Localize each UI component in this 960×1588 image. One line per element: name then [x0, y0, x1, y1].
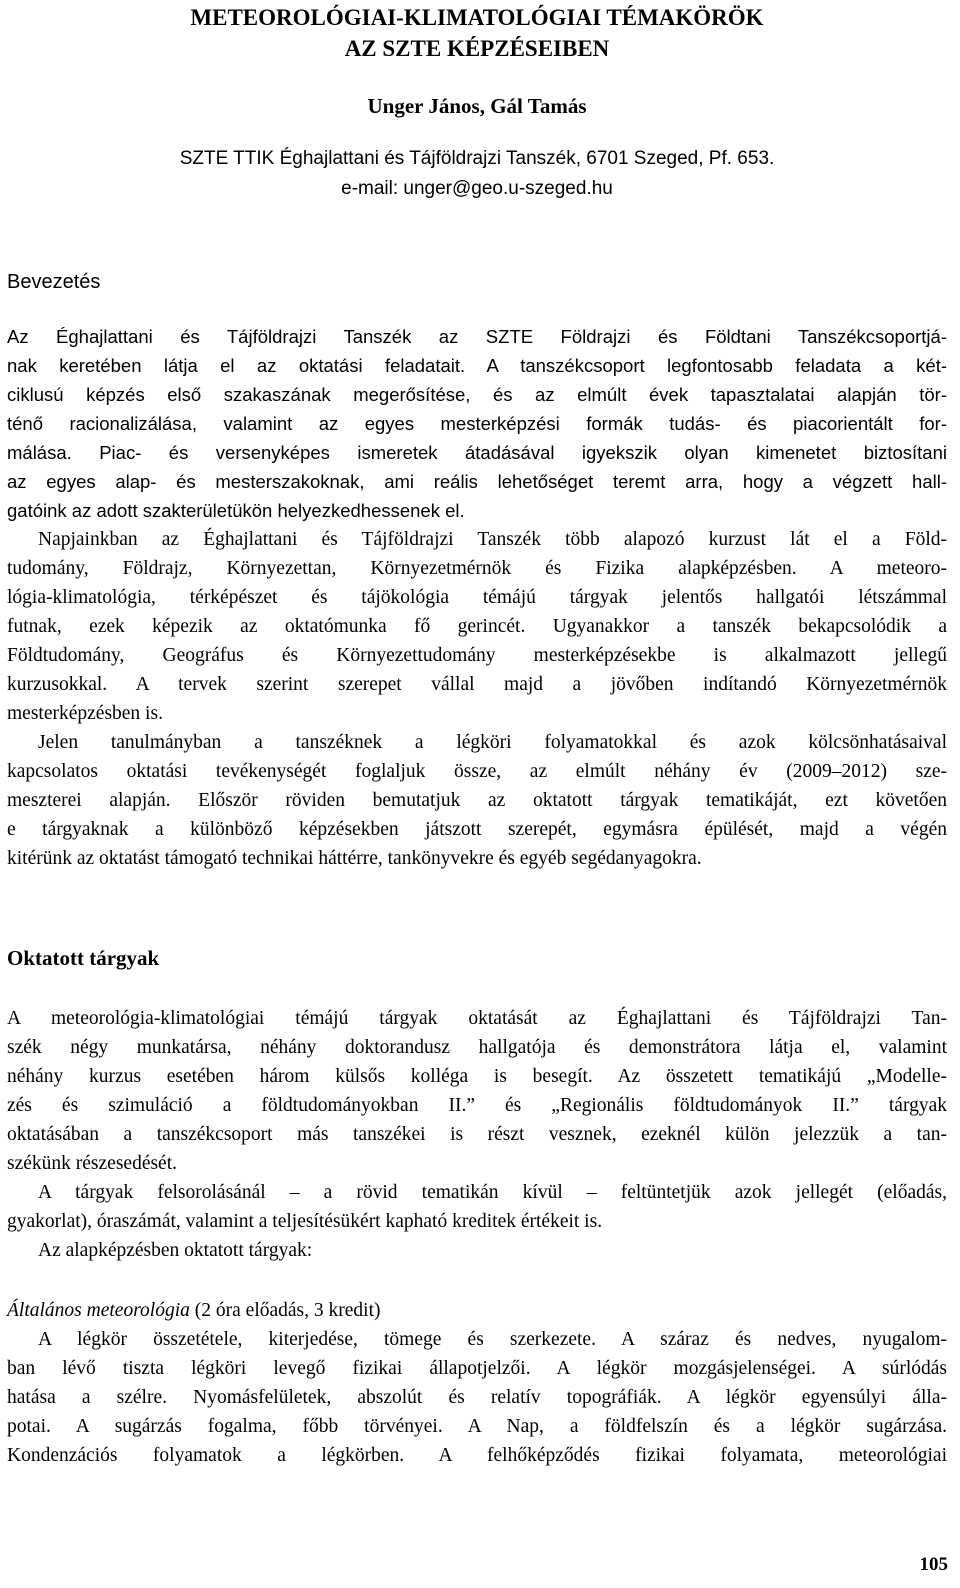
email: e-mail: unger@geo.u-szeged.hu: [341, 178, 613, 199]
text-line: nak keretében látja el az oktatási feladatait. A tanszékcsoport legfontosabb feladata a két-: [7, 355, 947, 376]
subjects-paragraph: [7, 1004, 947, 1265]
text-line: lógia-klimatológia, térképészet és tájökológia témájú tárgyak jelentős hallgatói létszámmal: [7, 587, 947, 608]
text-line: Az alapképzésben oktatott tárgyak:: [38, 1240, 313, 1261]
text-line: ban lévő tiszta légköri levegő fizikai állapotjelzői. A légkör mozgásjelenségei. A súrlódás: [7, 1358, 947, 1379]
text-line: A légkör összetétele, kiterjedése, tömege és szerkezete. A száraz és nedves, nyugalom-: [38, 1329, 947, 1350]
text-line: A meteorológia-klimatológiai témájú tárgyak oktatását az Éghajlattani és Tájföldrajzi Tan-: [7, 1008, 947, 1029]
subject-info: (2 óra előadás, 3 kredit): [189, 1300, 381, 1321]
section-heading-subjects: Oktatott tárgyak: [7, 946, 160, 970]
page-title-line-2: AZ SZTE KÉPZÉSEIBEN: [344, 36, 610, 61]
text-line: tudomány, Földrajz, Környezettan, Környezetmérnök és Fizika alapképzésben. A meteoro-: [7, 558, 947, 579]
text-line: e tárgyaknak a különböző képzésekben játszott szerepét, egymásra épülését, majd a végén: [7, 819, 947, 840]
text-line: hatása a szélre. Nyomásfelületek, abszolút és relatív topográfiák. A légkör egyensúlyi álla-: [7, 1387, 947, 1408]
text-line: kitérünk az oktatást támogató technikai háttérre, tankönyvekre és egyéb segédanyagokra.: [7, 848, 702, 869]
text-line: Az Éghajlattani és Tájföldrajzi Tanszék az SZTE Földrajzi és Földtani Tanszékcsoportjá-: [7, 326, 947, 347]
text-line: Jelen tanulmányban a tanszéknek a légköri folyamatokkal és azok kölcsönhatásaival: [38, 732, 947, 753]
text-line: A tárgyak felsorolásánál – a rövid tematikán kívül – feltüntetjük azok jellegét (előadás,: [38, 1182, 947, 1203]
text-line: kapcsolatos oktatási tevékenységét foglaljuk össze, az elmúlt néhány év (2009–2012) sze-: [7, 761, 947, 782]
text-line: kurzusokkal. A tervek szerint szerepet vállal majd a jövőben indítandó Környezetmérnök: [7, 674, 947, 695]
text-line: Napjainkban az Éghajlattani és Tájföldrajzi Tanszék több alapozó kurzust lát el a Föld-: [38, 529, 947, 550]
text-line: székünk részesedését.: [7, 1153, 178, 1174]
text-line: futnak, ezek képezik az oktatómunka fő gerincét. Ugyanakkor a tanszék bekapcsolódik a: [7, 616, 947, 637]
text-line: néhány kurzus esetében három külsős kolléga is besegít. Az összetett tematikájú „Modelle-: [7, 1066, 947, 1087]
text-line: ciklusú képzés első szakaszának megerősítése, és az elmúlt évek tapasztalatai alapján tör-: [7, 384, 947, 405]
subject-title: Általános meteorológia: [7, 1300, 190, 1321]
text-line: zés és szimuláció a földtudományokban II.” és „Regionális földtudományok II.” tárgyak: [7, 1095, 947, 1116]
text-line: oktatásában a tanszékcsoport más tanszékei is részt vesznek, ezeknél külön jelezzük a tan-: [7, 1124, 947, 1145]
text-line: gyakorlat), óraszámát, valamint a teljesítésükért kapható kreditek értékeit is.: [7, 1211, 603, 1232]
text-line: az egyes alap- és mesterszakoknak, ami reális lehetőséget teremt arra, hogy a végzett hall-: [7, 471, 947, 492]
page-number: 105: [919, 1554, 948, 1575]
text-line: potai. A sugárzás fogalma, főbb törvényei. A Nap, a földfelszín és a légkör sugárzása.: [7, 1416, 947, 1437]
section-heading-intro: Bevezetés: [7, 271, 101, 293]
affiliation: SZTE TTIK Éghajlattani és Tájföldrajzi Tanszék, 6701 Szeged, Pf. 653.: [179, 148, 775, 169]
text-line: málása. Piac- és versenyképes ismeretek átadásával igyekszik olyan kimenetet biztosítani: [7, 442, 947, 463]
text-line: gatóink az adott szakterületükön helyezkedhessenek el.: [7, 500, 465, 521]
text-line: meszterei alapján. Először röviden bemutatjuk az oktatott tárgyak tematikáját, ezt követően: [7, 790, 947, 811]
subject-entry: [7, 1296, 947, 1470]
text-line: Kondenzációs folyamatok a légkörben. A felhőképződés fizikai folyamata, meteorológiai: [7, 1445, 947, 1466]
intro-paragraph-1: [7, 322, 947, 525]
page-title-line-1: METEOROLÓGIAI-KLIMATOLÓGIAI TÉMAKÖRÖK: [190, 5, 764, 30]
text-line: Földtudomány, Geográfus és Környezettudomány mesterképzésekbe is alkalmazott jellegű: [7, 645, 947, 666]
authors: Unger János, Gál Tamás: [367, 94, 587, 118]
text-line: ténő racionalizálása, valamint az egyes mesterképzési formák tudás- és piacorientált for-: [7, 413, 947, 434]
text-line: mesterképzésben is.: [7, 703, 163, 724]
intro-paragraph-2: [7, 525, 947, 873]
text-line: szék négy munkatársa, néhány doktorandusz hallgatója és demonstrátora látja el, valamint: [7, 1037, 947, 1058]
subject-heading-line: [7, 1296, 947, 1325]
